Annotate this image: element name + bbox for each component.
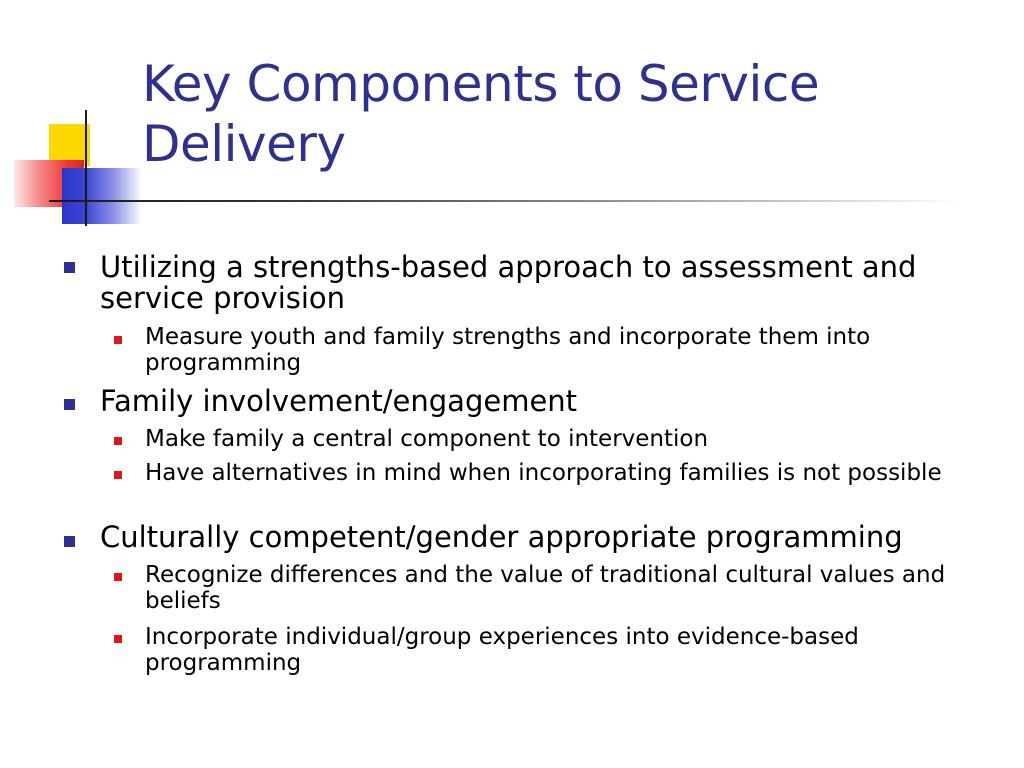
sub-bullet-text: Recognize differences and the value of traditional cultural values and beliefs [145,562,946,614]
bullet-text: Utilizing a strengths-based approach to assessment and service provision [100,250,917,315]
sub-bullet-marker [114,573,122,581]
bullet-text: Culturally competent/gender appropriate programming [100,520,903,554]
bullet-marker [64,399,75,410]
sub-bullet-marker [114,336,122,344]
sub-bullet-text: Incorporate individual/group experiences into evidence-based programming [145,624,859,676]
bullet-text: Family involvement/engagement [100,384,578,418]
bullet-marker [64,536,75,547]
sub-bullet-text: Have alternatives in mind when incorporating families is not possible [145,460,942,486]
sub-bullet-marker [114,471,122,479]
sub-bullet-text: Make family a central component to intervention [145,426,709,452]
sub-bullet-marker [114,635,122,643]
sub-bullet-marker [114,437,122,445]
slide-title: Key Components to Service Delivery [142,55,820,173]
sub-bullet-text: Measure youth and family strengths and incorporate them into programming [145,324,871,376]
bullet-marker [64,262,75,273]
